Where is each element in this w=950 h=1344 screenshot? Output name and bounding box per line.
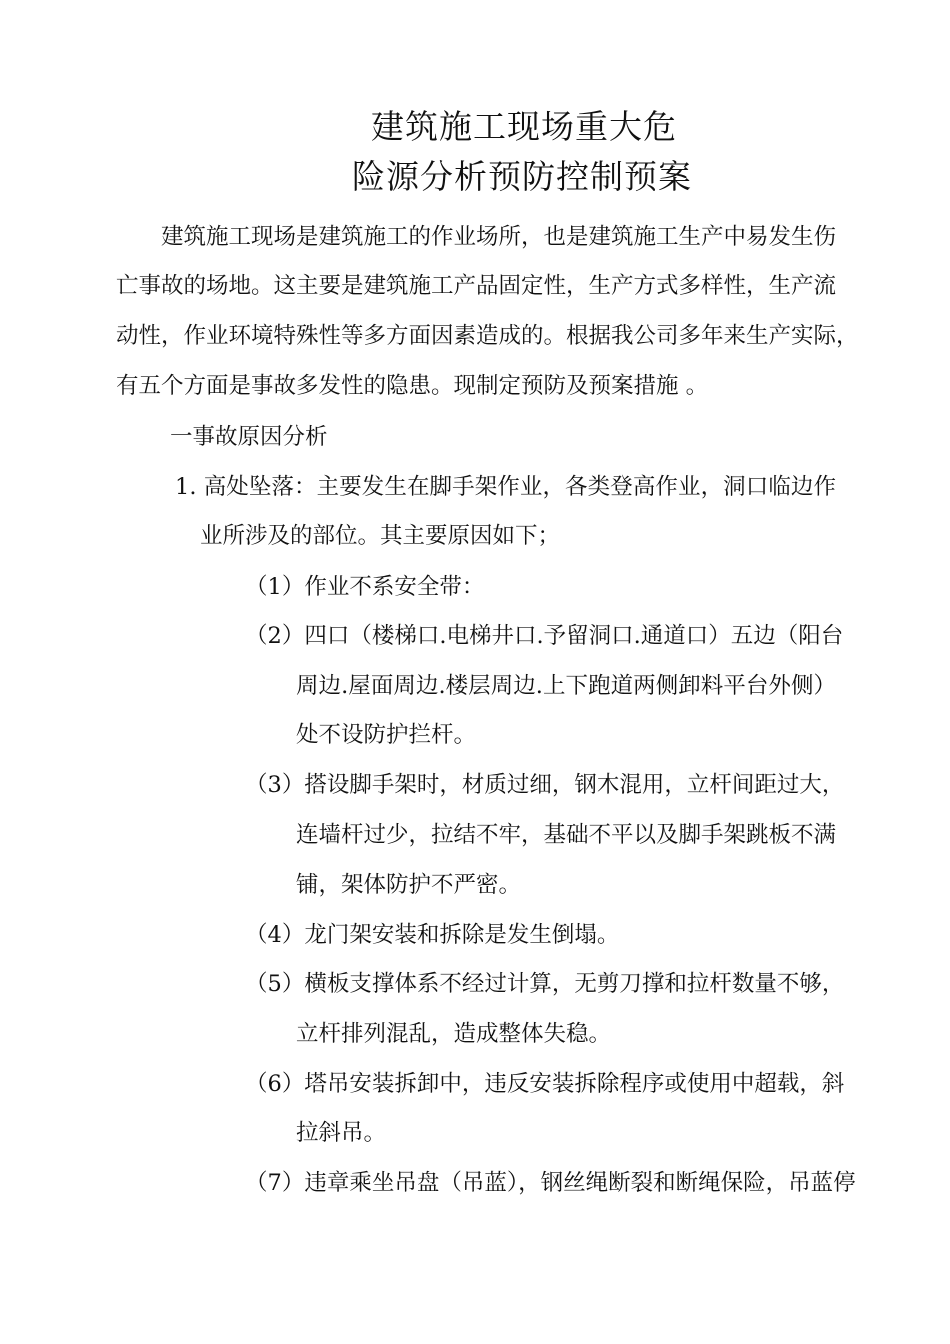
intro-paragraph-line-2: 亡事故的场地。这主要是建筑施工产品固定性，生产方式多样性，生产流 [116,273,837,299]
subitem-2-line-3: 处不设防护拦杆。 [296,722,477,748]
document-title-line-1: 建筑施工现场重大危 [371,107,677,146]
subitem-2-line-1: （2）四口（楼梯口.电梯井口.予留洞口.通道口）五边（阳台 [245,623,844,649]
subitem-5-line-1: （5）横板支撑体系不经过计算，无剪刀撑和拉杆数量不够， [245,971,845,997]
item-1-line-2: 业所涉及的部位。其主要原因如下； [200,523,561,549]
item-1-line-1: 1. 高处坠落：主要发生在脚手架作业，各类登高作业，洞口临边作 [175,474,836,500]
intro-paragraph-line-3: 动性，作业环境特殊性等多方面因素造成的。根据我公司多年来生产实际， [116,323,859,349]
subitem-1: （1）作业不系安全带： [245,574,485,600]
subitem-2-line-2: 周边.屋面周边.楼层周边.上下跑道两侧卸料平台外侧） [296,673,836,699]
section-heading: 一事故原因分析 [170,424,328,450]
intro-paragraph-line-1: 建筑施工现场是建筑施工的作业场所，也是建筑施工生产中易发生伤 [161,224,837,250]
subitem-5-line-2: 立杆排列混乱，造成整体失稳。 [296,1021,612,1047]
intro-paragraph-line-4: 有五个方面是事故多发性的隐患。现制定预防及预案措施 。 [116,373,709,399]
subitem-7-line-1: （7）违章乘坐吊盘（吊蓝），钢丝绳断裂和断绳保险，吊蓝停 [245,1170,856,1196]
subitem-3-line-3: 铺，架体防护不严密。 [296,872,522,898]
subitem-6-line-2: 拉斜吊。 [296,1120,387,1146]
document-title-line-2: 险源分析预防控制预案 [352,157,692,196]
subitem-4: （4）龙门架安装和拆除是发生倒塌。 [245,922,620,948]
subitem-3-line-2: 连墙杆过少，拉结不牢，基础不平以及脚手架跳板不满 [296,822,837,848]
subitem-6-line-1: （6）塔吊安装拆卸中，违反安装拆除程序或使用中超载，斜 [245,1071,845,1097]
subitem-3-line-1: （3）搭设脚手架时，材质过细，钢木混用，立杆间距过大， [245,772,845,798]
